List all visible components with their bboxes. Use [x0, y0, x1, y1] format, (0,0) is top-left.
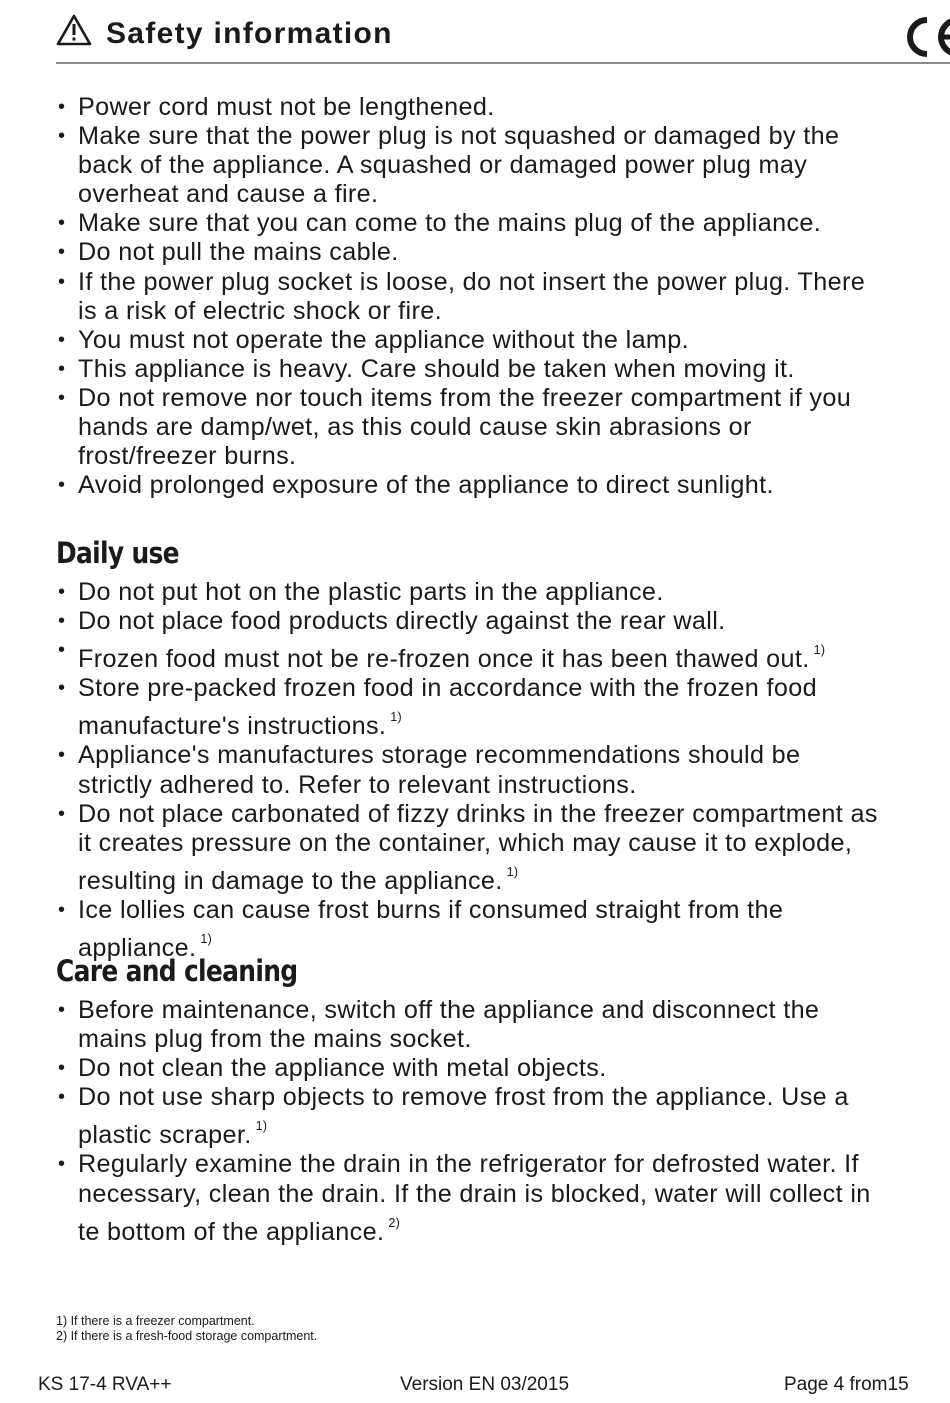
list-item — [56, 674, 878, 741]
list-item — [56, 355, 865, 384]
list-item-line: Do not pull the mains cable. — [78, 238, 399, 267]
list-item — [56, 607, 878, 636]
list-item-line: If the power plug socket is loose, do not insert the power plug. There — [78, 267, 866, 296]
list-item-line: Do not remove nor touch items from the freezer compartment if you — [78, 383, 852, 412]
footnote-ref: 1) — [255, 1119, 268, 1134]
list-item — [56, 384, 865, 471]
list-item-line: Appliance's manufactures storage recommendations should be — [78, 741, 801, 770]
list-item — [56, 268, 865, 326]
ce-mark-icon — [900, 14, 950, 60]
footnote-ref: 1) — [390, 710, 403, 725]
list-item-line: is a risk of electric shock or fire. — [78, 296, 442, 325]
list-item — [56, 93, 865, 122]
list-item-line: Before maintenance, switch off the appliance and disconnect the — [78, 996, 820, 1024]
list-item — [56, 1150, 871, 1246]
safety-list — [56, 93, 865, 500]
footer-model: KS 17-4 RVA++ — [38, 1374, 172, 1395]
list-item — [56, 122, 865, 209]
care-list — [56, 996, 871, 1247]
list-item-line: resulting in damage to the appliance. — [78, 866, 503, 895]
list-item-line: Make sure that the power plug is not squashed or damaged by the — [78, 122, 840, 151]
list-item — [56, 471, 865, 500]
page-title: Safety information — [106, 17, 393, 50]
footer-version: Version EN 03/2015 — [400, 1374, 570, 1395]
list-item — [56, 741, 878, 799]
list-item-line: Frozen food must not be re-frozen once it has been thawed out. — [78, 645, 810, 674]
list-item-line: plastic scraper. — [78, 1121, 252, 1150]
list-item — [56, 996, 871, 1054]
footnotes — [56, 1314, 317, 1344]
footer-page-number: Page 4 from15 — [784, 1374, 909, 1395]
list-item-line: Avoid prolonged exposure of the appliance to direct sunlight. — [78, 471, 774, 500]
list-item-line: Do not put hot on the plastic parts in the appliance. — [78, 578, 664, 606]
footnote-ref: 2) — [388, 1215, 401, 1230]
list-item — [56, 1054, 871, 1083]
list-item — [56, 238, 865, 267]
list-item-line: Store pre-packed frozen food in accordance with the frozen food — [78, 674, 817, 703]
list-item-line: necessary, clean the drain. If the drain is blocked, water will collect in — [78, 1179, 871, 1208]
footnote-ref: 1) — [813, 643, 826, 658]
list-item-line: te bottom of the appliance. — [78, 1217, 385, 1246]
list-item-line: Power cord must not be lengthened. — [78, 93, 495, 121]
list-item-line: it creates pressure on the container, which may cause it to explode, — [78, 828, 853, 857]
list-item-line: overheat and cause a fire. — [78, 180, 379, 209]
list-item-line: Do not place food products directly against the rear wall. — [78, 607, 726, 636]
list-item-line: You must not operate the appliance without the lamp. — [78, 325, 689, 354]
list-item-line: Ice lollies can cause frost burns if consumed straight from the — [78, 895, 784, 924]
list-item-line: hands are damp/wet, as this could cause skin abrasions or — [78, 413, 752, 442]
footnote-ref: 1) — [200, 932, 213, 947]
list-item-line: back of the appliance. A squashed or damaged power plug may — [78, 151, 808, 180]
list-item-line: frost/freezer burns. — [78, 442, 297, 471]
page-header — [56, 10, 950, 64]
list-item-line: manufacture's instructions. — [78, 712, 387, 741]
warning-triangle-icon — [56, 14, 92, 46]
list-item — [56, 326, 865, 355]
list-item — [56, 578, 878, 607]
list-item-line: mains plug from the mains socket. — [78, 1025, 472, 1054]
list-item — [56, 636, 878, 674]
list-item-line: Make sure that you can come to the mains plug of the appliance. — [78, 209, 822, 238]
list-item-line: This appliance is heavy. Care should be taken when moving it. — [78, 354, 795, 383]
list-item-line: appliance. — [78, 934, 197, 963]
list-item — [56, 1083, 871, 1150]
list-item-line: strictly adhered to. Refer to relevant instructions. — [78, 770, 637, 799]
daily-use-list — [56, 578, 878, 963]
section-heading-care-cleaning: Care and cleaning — [56, 954, 298, 988]
list-item — [56, 209, 865, 238]
list-item-line: Do not place carbonated of fizzy drinks in the freezer compartment as — [78, 799, 878, 828]
section-heading-daily-use: Daily use — [56, 536, 179, 570]
list-item-line: Do not clean the appliance with metal objects. — [78, 1054, 607, 1083]
footnote-ref: 1) — [506, 864, 519, 879]
list-item — [56, 800, 878, 896]
footnote-2: 2) If there is a fresh-food storage compartment. — [56, 1329, 318, 1343]
list-item-line: Regularly examine the drain in the refrigerator for defrosted water. If — [78, 1150, 859, 1179]
list-item-line: Do not use sharp objects to remove frost from the appliance. Use a — [78, 1083, 849, 1112]
footnote-1: 1) If there is a freezer compartment. — [56, 1314, 255, 1328]
